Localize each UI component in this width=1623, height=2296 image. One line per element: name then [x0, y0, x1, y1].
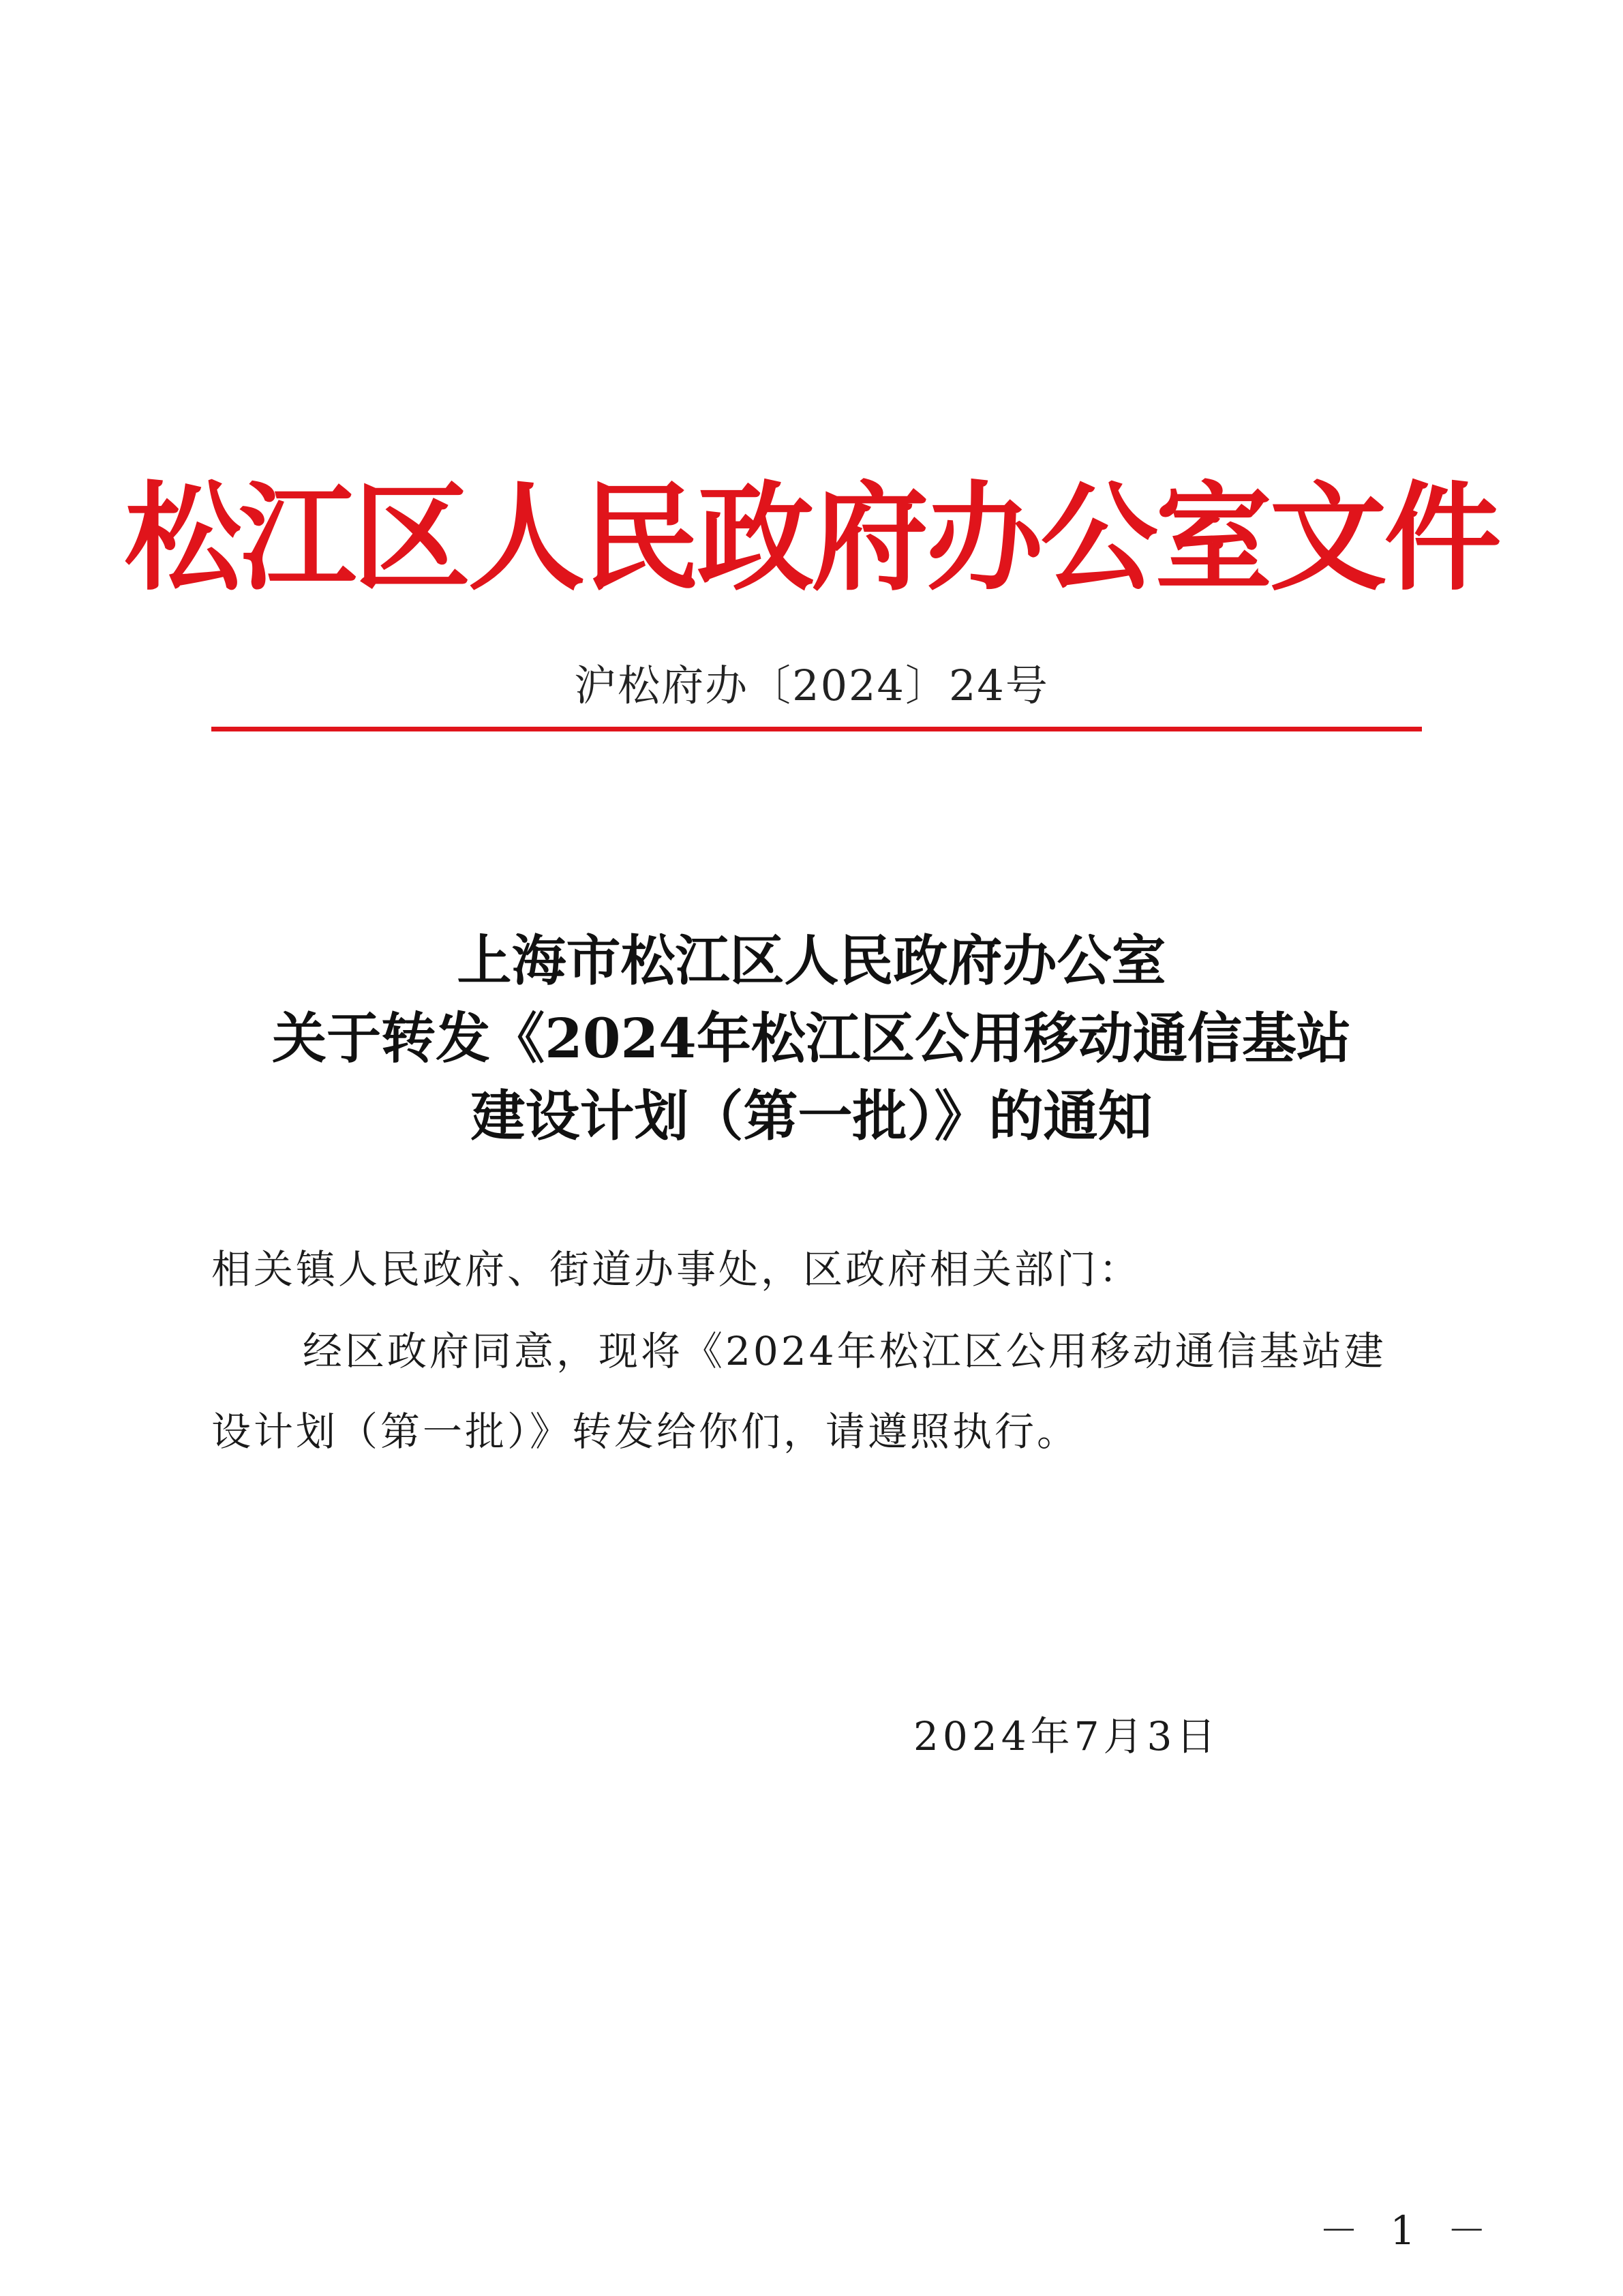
salutation: 相关镇人民政府、街道办事处，区政府相关部门： [211, 1246, 1142, 1293]
issue-date: 2024年7月3日 [913, 1713, 1220, 1759]
document-number: 沪松府办〔2024〕24号 [574, 661, 1049, 710]
document-title [0, 922, 1623, 1155]
title-line-1: 上海市松江区人民政府办公室 [457, 928, 1166, 993]
body-paragraph-line-1: 经区政府同意，现将《2024年松江区公用移动通信基站建 [303, 1328, 1386, 1374]
page-number: － 1 － [1319, 2207, 1496, 2254]
red-divider-rule [211, 727, 1422, 731]
masthead-title: 松江区人民政府办公室文件 [124, 470, 1499, 607]
body-paragraph-line-2: 设计划（第一批）》转发给你们，请遵照执行。 [211, 1408, 1080, 1455]
title-line-2: 关于转发《2024年松江区公用移动通信基站 [272, 1006, 1351, 1070]
title-line-3: 建设计划（第一批）》的通知 [470, 1084, 1153, 1148]
